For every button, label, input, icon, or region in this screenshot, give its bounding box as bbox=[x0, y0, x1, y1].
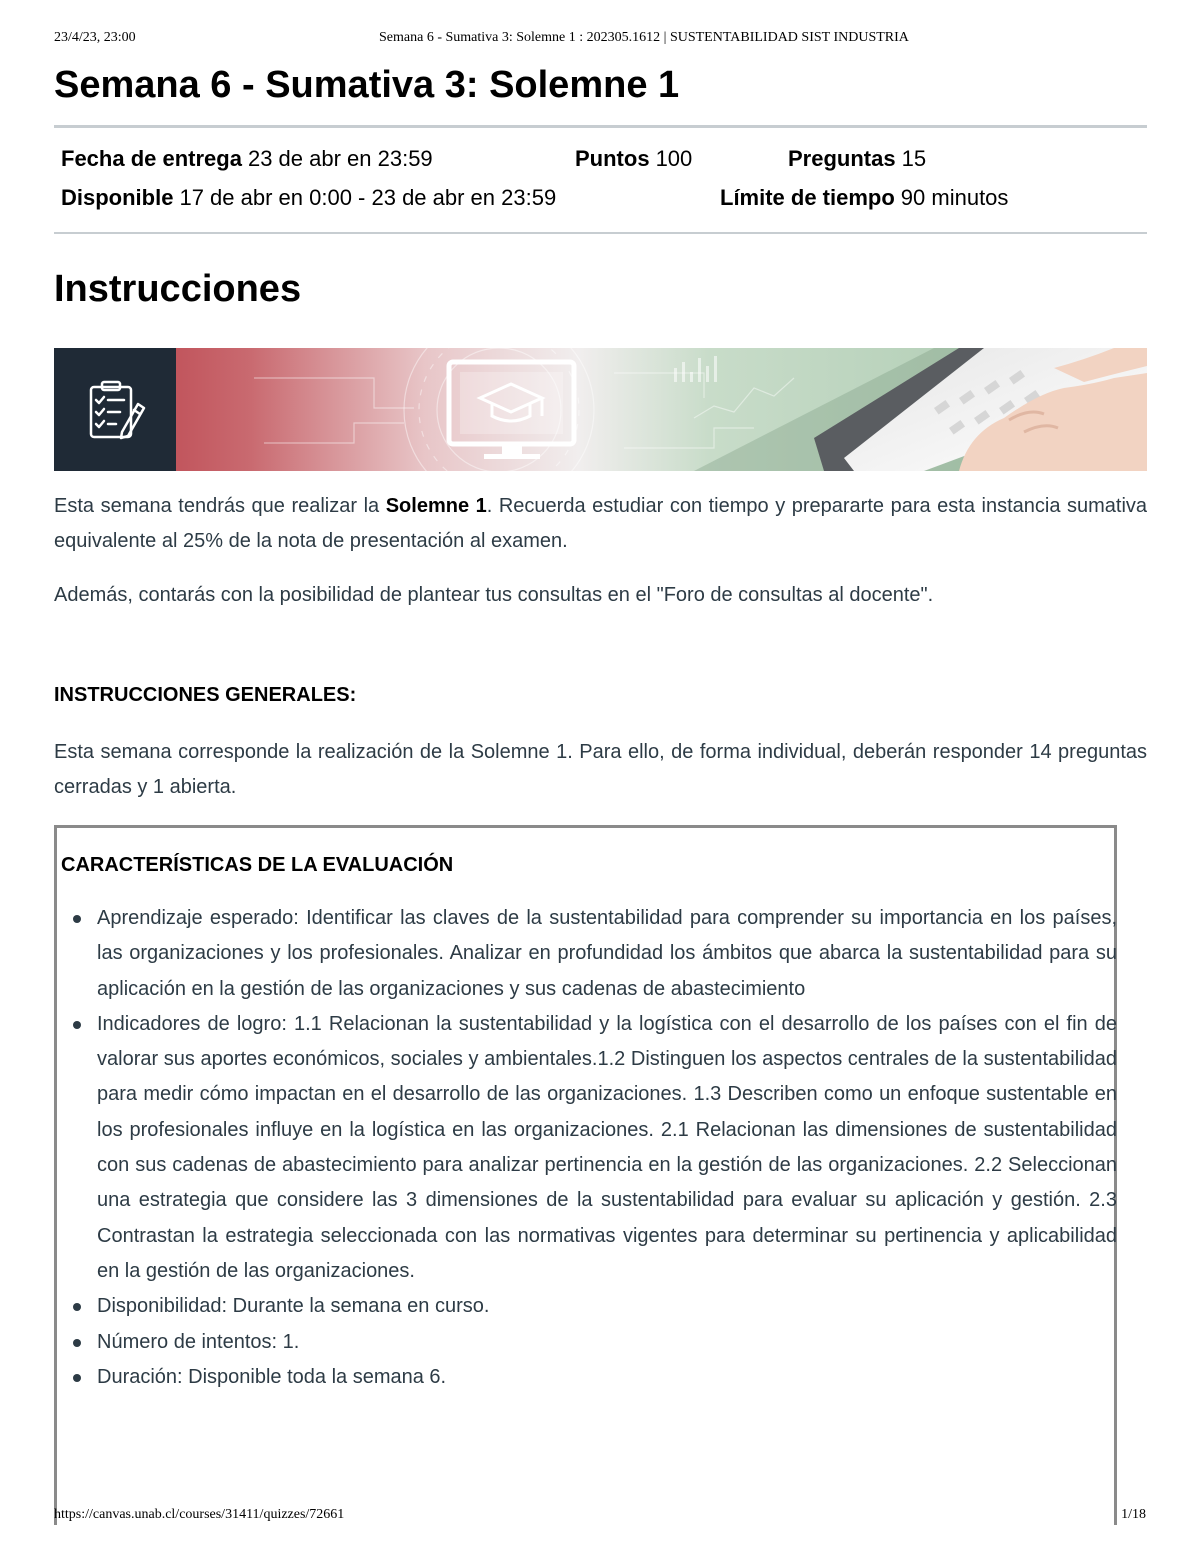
monitor-graduation-icon bbox=[449, 362, 574, 459]
questions-value: 15 bbox=[901, 146, 927, 171]
evaluation-characteristics-box bbox=[54, 825, 1117, 1525]
points bbox=[575, 146, 692, 172]
list-item-text: Aprendizaje esperado: Identificar las claves de la sustentabilidad para comprender su importancia en los países, las organizaciones y los profesionales. Analizar en profundidad los ámbitos que abarca la sustentabilidad para su aplicación en la gestión de las organizaciones y sus cadenas de abastecimiento bbox=[97, 907, 1117, 1000]
points-label: Puntos bbox=[575, 146, 650, 171]
time-limit-label: Límite de tiempo bbox=[720, 185, 895, 210]
page-number: 1/18 bbox=[1121, 1507, 1146, 1522]
list-item-text: Indicadores de logro: 1.1 Relacionan la sustentabilidad y la logística con el desarrollo de los países con el fin de valorar sus aportes económicos, sociales y ambientales.1.2 Distinguen los aspectos centrales de la sustentabilidad para medir cómo impactan en el desarrollo de las organizaciones. 1.3 Describen como un enfoque sustentable en los profesionales influye en la logística en las organizaciones. 2.1 Relacionan las dimensiones de sustentabilidad con sus cadenas de abastecimiento para analizar pertinencia en la gestión de las organizaciones. 2.2 Seleccionan una estrategia que considere las 3 dimensiones de la sustentabilidad para evaluar su aplicación y gestión. 2.3 Contrastan la estrategia seleccionada con las normativas vigentes para determinar su pertinencia y aplicabilidad en la gestión de las organizaciones. bbox=[97, 1012, 1117, 1282]
page-title: Semana 6 - Sumativa 3: Solemne 1 bbox=[54, 64, 680, 106]
bullet-icon bbox=[73, 1021, 81, 1029]
list-item-text: Número de intentos: 1. bbox=[97, 1330, 300, 1353]
bullet-icon bbox=[73, 1339, 81, 1347]
print-footer bbox=[54, 1507, 1146, 1527]
due-date bbox=[61, 146, 433, 172]
intro-text-before: Esta semana tendrás que realizar la bbox=[54, 495, 386, 517]
list-item bbox=[57, 901, 1117, 1007]
questions-label: Preguntas bbox=[788, 146, 896, 171]
time-limit bbox=[720, 185, 1008, 211]
points-value: 100 bbox=[655, 146, 693, 171]
availability-value: 17 de abr en 0:00 - 23 de abr en 23:59 bbox=[179, 185, 557, 210]
time-limit-value: 90 minutos bbox=[900, 185, 1009, 210]
page-url-link[interactable]: https://canvas.unab.cl/courses/31411/quizzes/72661 bbox=[54, 1507, 345, 1522]
general-instructions-paragraph: Esta semana corresponde la realización de la Solemne 1. Para ello, de forma individual, deberán responder 14 preguntas cerradas y 1 abierta. bbox=[54, 741, 1147, 798]
instructions-heading: Instrucciones bbox=[54, 268, 302, 310]
list-item bbox=[57, 1289, 1117, 1324]
forum-paragraph: Además, contarás con la posibilidad de plantear tus consultas en el "Foro de consultas al docente". bbox=[54, 584, 934, 606]
availability bbox=[61, 185, 556, 211]
list-item bbox=[57, 1325, 1117, 1360]
instructions-banner bbox=[54, 348, 1147, 471]
availability-label: Disponible bbox=[61, 185, 174, 210]
print-title: Semana 6 - Sumativa 3: Solemne 1 : 202305.1612 | SUSTENTABILIDAD SIST INDUSTRIA bbox=[379, 30, 909, 45]
intro-paragraph bbox=[54, 489, 1147, 559]
bullet-icon bbox=[73, 915, 81, 923]
list-item bbox=[57, 1360, 1117, 1395]
due-date-label: Fecha de entrega bbox=[61, 146, 242, 171]
bullet-icon bbox=[73, 1303, 81, 1311]
list-item-text: Duración: Disponible toda la semana 6. bbox=[97, 1365, 447, 1388]
list-item bbox=[57, 1007, 1117, 1289]
list-item-text: Disponibilidad: Durante la semana en curso. bbox=[97, 1295, 490, 1318]
meta-divider bbox=[54, 232, 1147, 234]
questions bbox=[788, 146, 926, 172]
intro-bold-solemne: Solemne 1 bbox=[385, 495, 487, 517]
general-instructions-heading: INSTRUCCIONES GENERALES: bbox=[54, 684, 357, 706]
evaluation-heading: CARACTERÍSTICAS DE LA EVALUACIÓN bbox=[61, 854, 454, 876]
title-divider bbox=[54, 125, 1147, 128]
intro-text-after: . Recuerda estudiar con tiempo y prepararte para esta instancia sumativa equivalente al 25% de la nota de presentación al examen. bbox=[54, 495, 1148, 552]
due-date-value: 23 de abr en 23:59 bbox=[247, 146, 433, 171]
print-header bbox=[54, 30, 1146, 50]
print-date: 23/4/23, 23:00 bbox=[54, 30, 136, 45]
bullet-icon bbox=[73, 1374, 81, 1382]
evaluation-list bbox=[57, 901, 1117, 1395]
banner-image bbox=[54, 348, 1147, 471]
